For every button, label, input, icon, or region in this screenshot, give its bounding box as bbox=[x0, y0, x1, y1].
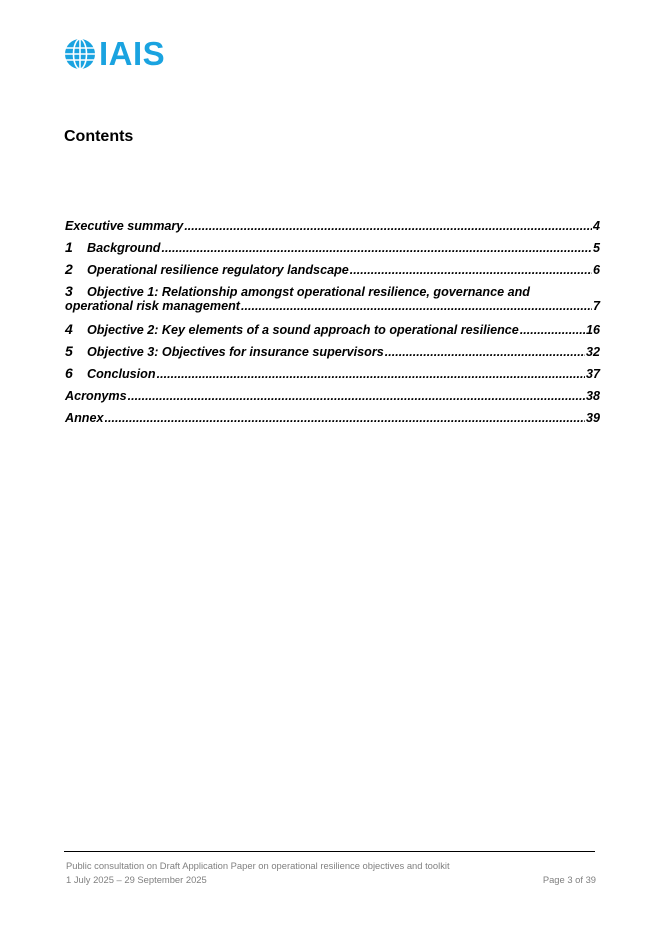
toc-leader bbox=[105, 411, 585, 425]
footer-document-title: Public consultation on Draft Application Paper on operational resilience objectives and toolkit bbox=[66, 860, 450, 871]
footer-left bbox=[66, 859, 450, 887]
toc-number: 5 bbox=[65, 343, 73, 359]
footer-page-number: Page 3 of 39 bbox=[542, 874, 596, 885]
footer-divider bbox=[64, 851, 595, 852]
toc-leader bbox=[520, 323, 585, 337]
toc-leader bbox=[184, 219, 592, 233]
toc-title-line1: Objective 1: Relationship amongst operational resilience, governance and bbox=[87, 285, 531, 299]
toc-title: Annex bbox=[65, 411, 104, 425]
toc-leader bbox=[385, 345, 585, 359]
toc-title: Conclusion bbox=[87, 367, 156, 381]
toc-leader bbox=[161, 241, 592, 255]
toc-entry-conclusion[interactable] bbox=[65, 359, 600, 381]
iais-logo bbox=[64, 35, 166, 72]
toc-title: Objective 2: Key elements of a sound approach to operational resilience bbox=[87, 323, 519, 337]
toc-title-line2: operational risk management bbox=[65, 299, 240, 313]
toc-page-number: 39 bbox=[585, 411, 600, 425]
toc-title: Executive summary bbox=[65, 219, 184, 233]
toc-title: Acronyms bbox=[65, 389, 127, 403]
toc-page-number: 5 bbox=[592, 241, 600, 255]
toc-number: 2 bbox=[65, 261, 73, 277]
toc-leader bbox=[241, 299, 592, 313]
table-of-contents bbox=[65, 211, 600, 425]
logo-text: IAIS bbox=[99, 35, 166, 72]
toc-number: 1 bbox=[65, 239, 73, 255]
toc-entry-executive-summary[interactable] bbox=[65, 211, 600, 233]
toc-entry-regulatory-landscape[interactable] bbox=[65, 255, 600, 277]
toc-title: Background bbox=[87, 241, 161, 255]
toc-entry-background[interactable] bbox=[65, 233, 600, 255]
toc-page-number: 4 bbox=[592, 219, 600, 233]
toc-leader bbox=[128, 389, 585, 403]
toc-leader bbox=[157, 367, 585, 381]
globe-icon bbox=[64, 38, 96, 70]
toc-number: 3 bbox=[65, 283, 73, 299]
toc-entry-objective-2[interactable] bbox=[65, 315, 600, 337]
footer-consultation-dates: 1 July 2025 – 29 September 2025 bbox=[66, 874, 207, 885]
toc-page-number: 7 bbox=[592, 299, 600, 313]
toc-number: 6 bbox=[65, 365, 73, 381]
toc-entry-objective-3[interactable] bbox=[65, 337, 600, 359]
toc-title: Objective 3: Objectives for insurance supervisors bbox=[87, 345, 384, 359]
toc-title: Operational resilience regulatory landscape bbox=[87, 263, 349, 277]
toc-page-number: 37 bbox=[585, 367, 600, 381]
toc-entry-objective-1[interactable] bbox=[65, 277, 600, 313]
toc-page-number: 38 bbox=[585, 389, 600, 403]
toc-page-number: 16 bbox=[585, 323, 600, 337]
toc-page-number: 32 bbox=[585, 345, 600, 359]
toc-number: 4 bbox=[65, 321, 73, 337]
contents-heading: Contents bbox=[64, 128, 134, 145]
toc-entry-annex[interactable] bbox=[65, 403, 600, 425]
toc-leader bbox=[350, 263, 592, 277]
toc-page-number: 6 bbox=[592, 263, 600, 277]
toc-entry-acronyms[interactable] bbox=[65, 381, 600, 403]
